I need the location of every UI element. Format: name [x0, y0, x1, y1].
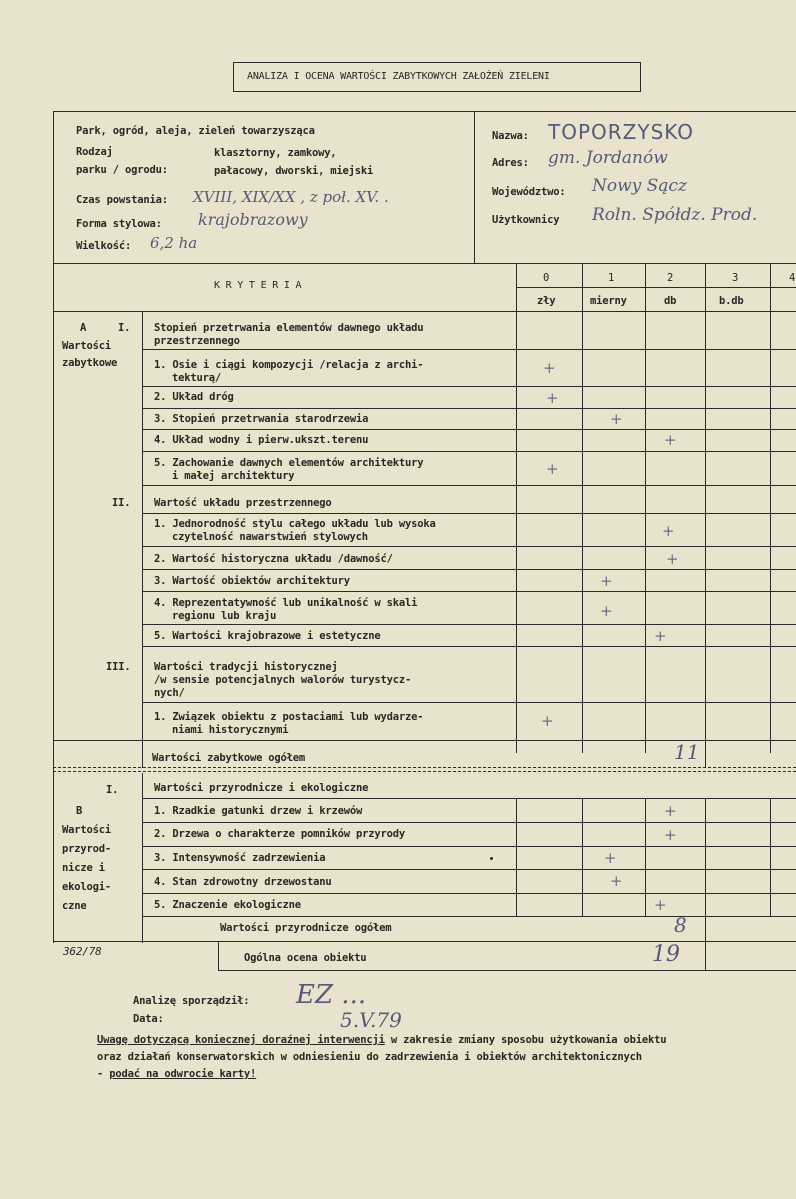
czas-label: Czas powstania: — [76, 194, 168, 206]
a1-row5-l2: i małej architektury — [172, 470, 295, 482]
b-col-line-0 — [516, 798, 517, 916]
analize-label: Analizę sporządził: — [133, 995, 250, 1007]
b-heading: Wartości przyrodnicze i ekologiczne — [154, 782, 369, 794]
a2-row4-l1: 4. Reprezentatywność lub unikalność w skali — [154, 597, 418, 609]
col-name-2: db — [664, 295, 677, 307]
adres-label: Adres: — [492, 157, 529, 169]
a2-row1-mark: + — [662, 522, 675, 540]
b-row4-mark: + — [610, 872, 623, 890]
nazwa-value: TOPORZYSKO — [548, 120, 695, 144]
b-row2-mark: + — [664, 826, 677, 844]
uwaga-line-1a: Uwagę dotyczącą koniecznej doraźnej interwencji — [97, 1034, 385, 1046]
b-total-value: 8 — [674, 913, 687, 937]
a1-row4-bottom — [142, 451, 796, 452]
section-separator — [53, 767, 796, 772]
data-label: Data: — [133, 1013, 164, 1025]
b-col-line-3 — [705, 798, 706, 916]
a2-row1-l2: czytelność nawarstwień stylowych — [172, 531, 368, 543]
col-line-3 — [705, 263, 706, 753]
adres-value: gm. Jordanów — [548, 148, 668, 168]
uwaga-line-1b: w zakresie zmiany sposobu użytkowania obiektu — [384, 1034, 667, 1046]
a-rows-left — [142, 349, 143, 487]
forma-label: Forma stylowa: — [76, 218, 162, 230]
a1-row1-bottom — [142, 386, 796, 387]
section-b-name-2: przyrod- — [62, 843, 111, 855]
a1-row3-mark: + — [610, 410, 623, 428]
b-row4-l1: 4. Stan zdrowotny drzewostanu — [154, 876, 332, 888]
a1-row1-l1: 1. Osie i ciągi kompozycji /relacja z archi- — [154, 359, 424, 371]
a1-row2-bottom — [142, 408, 796, 409]
forma-value: krajobrazowy — [198, 210, 308, 229]
section-a-roman: I. — [118, 322, 131, 334]
b-row5-mark: + — [654, 896, 667, 914]
nazwa-label: Nazwa: — [492, 130, 529, 142]
frame-top — [53, 111, 796, 112]
rodzaj-options-2: pałacowy, dworski, miejski — [214, 165, 374, 177]
section-a-name-2: zabytkowe — [62, 357, 118, 369]
b-row3-mark: + — [604, 849, 617, 867]
uwaga-line-2: oraz działań konserwatorskich w odniesieniu do zadrzewienia i obiektów architektonicznych — [97, 1051, 642, 1063]
b-col-line-4 — [770, 798, 771, 916]
a2-row5-l1: 5. Wartości krajobrazowe i estetyczne — [154, 630, 381, 642]
uwaga-line-1 — [97, 1034, 666, 1046]
b-row1-l1: 1. Rzadkie gatunki drzew i krzewów — [154, 805, 363, 817]
wielkosc-value: 6,2 ha — [150, 234, 198, 252]
a2-row3-bottom — [142, 591, 796, 592]
col-num-2: 2 — [667, 272, 674, 284]
a-iii-heading-3: nych/ — [154, 687, 185, 699]
col-num-3: 3 — [732, 272, 739, 284]
a-ii-heading-bottom — [142, 513, 796, 514]
kryteria-bottom — [53, 311, 796, 312]
header-bottom — [53, 263, 796, 264]
a2-row1-l1: 1. Jednorodność stylu całego układu lub wysoka — [154, 518, 436, 530]
a1-row5-bottom — [142, 485, 796, 486]
b-row2-l1: 2. Drzewa o charakterze pomników przyrody — [154, 828, 405, 840]
uwaga-line-3a: - — [97, 1068, 110, 1080]
a1-row5-mark: + — [546, 460, 559, 478]
woj-label: Województwo: — [492, 186, 566, 198]
signature: EZ ... — [296, 980, 367, 1010]
overall-label: Ogólna ocena obiektu — [244, 952, 367, 964]
header-type-line — [76, 125, 315, 137]
a1-row1-l2: tekturą/ — [172, 372, 221, 384]
uwaga-line-3 — [97, 1068, 256, 1080]
rodzaj-options-1: klasztorny, zamkowy, — [214, 147, 337, 159]
section-b-name-3: nicze i — [62, 862, 105, 874]
section-a-roman-3: III. — [106, 661, 131, 673]
czas-value: XVIII, XIX/XX , z poł. XV. . — [193, 188, 389, 206]
section-a-roman-2: II. — [112, 497, 131, 509]
a1-row3-l1: 3. Stopień przetrwania starodrzewia — [154, 413, 369, 425]
a2-row2-l1: 2. Wartość historyczna układu /dawność/ — [154, 553, 393, 565]
col-num-1: 1 — [608, 272, 615, 284]
overall-ref: 362/78 — [63, 945, 102, 958]
b-total-bottom — [53, 941, 796, 942]
col-num-4: 4 — [789, 272, 796, 284]
section-b-name-5: czne — [62, 900, 87, 912]
a3-row1-l1: 1. Związek obiektu z postaciami lub wydarze- — [154, 711, 424, 723]
wielkosc-label: Wielkość: — [76, 240, 132, 252]
a2-row3-mark: + — [600, 572, 613, 590]
overall-left — [218, 941, 219, 971]
a-i-heading-bottom — [142, 349, 796, 350]
a1-row2-mark: + — [546, 389, 559, 407]
kryteria-label: K R Y T E R I A — [214, 280, 302, 291]
col-num-0: 0 — [543, 272, 550, 284]
b-row5-l1: 5. Znaczenie ekologiczne — [154, 899, 301, 911]
a2-row2-mark: + — [666, 550, 679, 568]
a-i-heading-1: Stopień przetrwania elementów dawnego układu — [154, 322, 424, 334]
overall-value: 19 — [652, 942, 680, 967]
a-iii-heading-1: Wartości tradycji historycznej — [154, 661, 338, 673]
section-b-letter: B — [76, 805, 83, 817]
date-value: 5.V.79 — [340, 1008, 402, 1032]
b-row3-l1: 3. Intensywność zadrzewienia — [154, 852, 326, 864]
col-line-2 — [645, 263, 646, 753]
a2-row5-bottom — [142, 646, 796, 647]
overall-bottom — [218, 970, 796, 971]
b-col-line-2 — [645, 798, 646, 916]
a-total-left — [142, 740, 143, 768]
a-total-value: 11 — [674, 740, 700, 764]
a3-row1-mark: + — [541, 712, 554, 730]
uzyt-label: Użytkownicy — [492, 214, 560, 226]
a-i-heading-2: przestrzennego — [154, 335, 240, 347]
a1-row4-mark: + — [664, 431, 677, 449]
a1-row1-mark: + — [543, 359, 556, 377]
rodzaj-label-1: Rodzaj — [76, 146, 113, 158]
page-title: ANALIZA I OCENA WARTOŚCI ZABYTKOWYCH ZAŁOŻEŃ ZIELENI — [247, 71, 550, 82]
a3-row1-l2: niami historycznymi — [172, 724, 289, 736]
section-b-name-1: Wartości — [62, 824, 111, 836]
b-col-line-1 — [582, 798, 583, 916]
section-a-name-1: Wartości — [62, 340, 111, 352]
col-line-0 — [516, 263, 517, 753]
a-total-right — [705, 740, 706, 768]
frame-left — [53, 111, 54, 943]
section-b-name-4: ekologi- — [62, 881, 111, 893]
b-row3-bottom — [142, 869, 796, 870]
a2-row4-bottom — [142, 624, 796, 625]
uzyt-value: Roln. Spółdz. Prod. — [592, 205, 758, 225]
b-row4-bottom — [142, 893, 796, 894]
a1-row3-bottom — [142, 429, 796, 430]
b-heading-bottom — [142, 798, 796, 799]
a2-row4-l2: regionu lub kraju — [172, 610, 277, 622]
b-row3-dot — [490, 857, 493, 860]
a2-row3-l1: 3. Wartość obiektów architektury — [154, 575, 350, 587]
a1-row2-l1: 2. Układ dróg — [154, 391, 234, 403]
kryteria-mid — [516, 287, 796, 288]
section-b-roman: I. — [106, 784, 119, 796]
b-row1-mark: + — [664, 802, 677, 820]
b-row5-bottom — [142, 916, 796, 917]
b-total-label: Wartości przyrodnicze ogółem — [220, 922, 392, 934]
a2-row4-mark: + — [600, 602, 613, 620]
woj-value: Nowy Sącz — [592, 176, 687, 196]
section-a-letter: A — [80, 322, 87, 334]
header-divider — [474, 111, 475, 263]
col-line-4 — [770, 263, 771, 753]
a2-row2-bottom — [142, 569, 796, 570]
a1-row5-l1: 5. Zachowanie dawnych elementów architektury — [154, 457, 424, 469]
a2-row5-mark: + — [654, 627, 667, 645]
col-line-1 — [582, 263, 583, 753]
rodzaj-label-2: parku / ogrodu: — [76, 164, 168, 176]
header-type-text: Park, ogród, aleja, zieleń towarzysząca — [76, 125, 315, 137]
col-name-3: b.db — [719, 295, 744, 307]
b-total-right — [705, 916, 706, 970]
a-iii-heading-2: /w sensie potencjalnych walorów turystycz- — [154, 674, 412, 686]
col-name-0: zły — [537, 295, 556, 307]
a-iii-heading-bottom — [142, 702, 796, 703]
a-ii-heading: Wartość układu przestrzennego — [154, 497, 332, 509]
a1-row4-l1: 4. Układ wodny i pierw.ukszt.terenu — [154, 434, 369, 446]
col-name-1: mierny — [590, 295, 627, 307]
uwaga-line-3b: podać na odwrocie karty! — [109, 1068, 257, 1080]
b-row2-bottom — [142, 846, 796, 847]
b-row1-bottom — [142, 822, 796, 823]
a2-row1-bottom — [142, 546, 796, 547]
a-total-label: Wartości zabytkowe ogółem — [152, 752, 306, 764]
